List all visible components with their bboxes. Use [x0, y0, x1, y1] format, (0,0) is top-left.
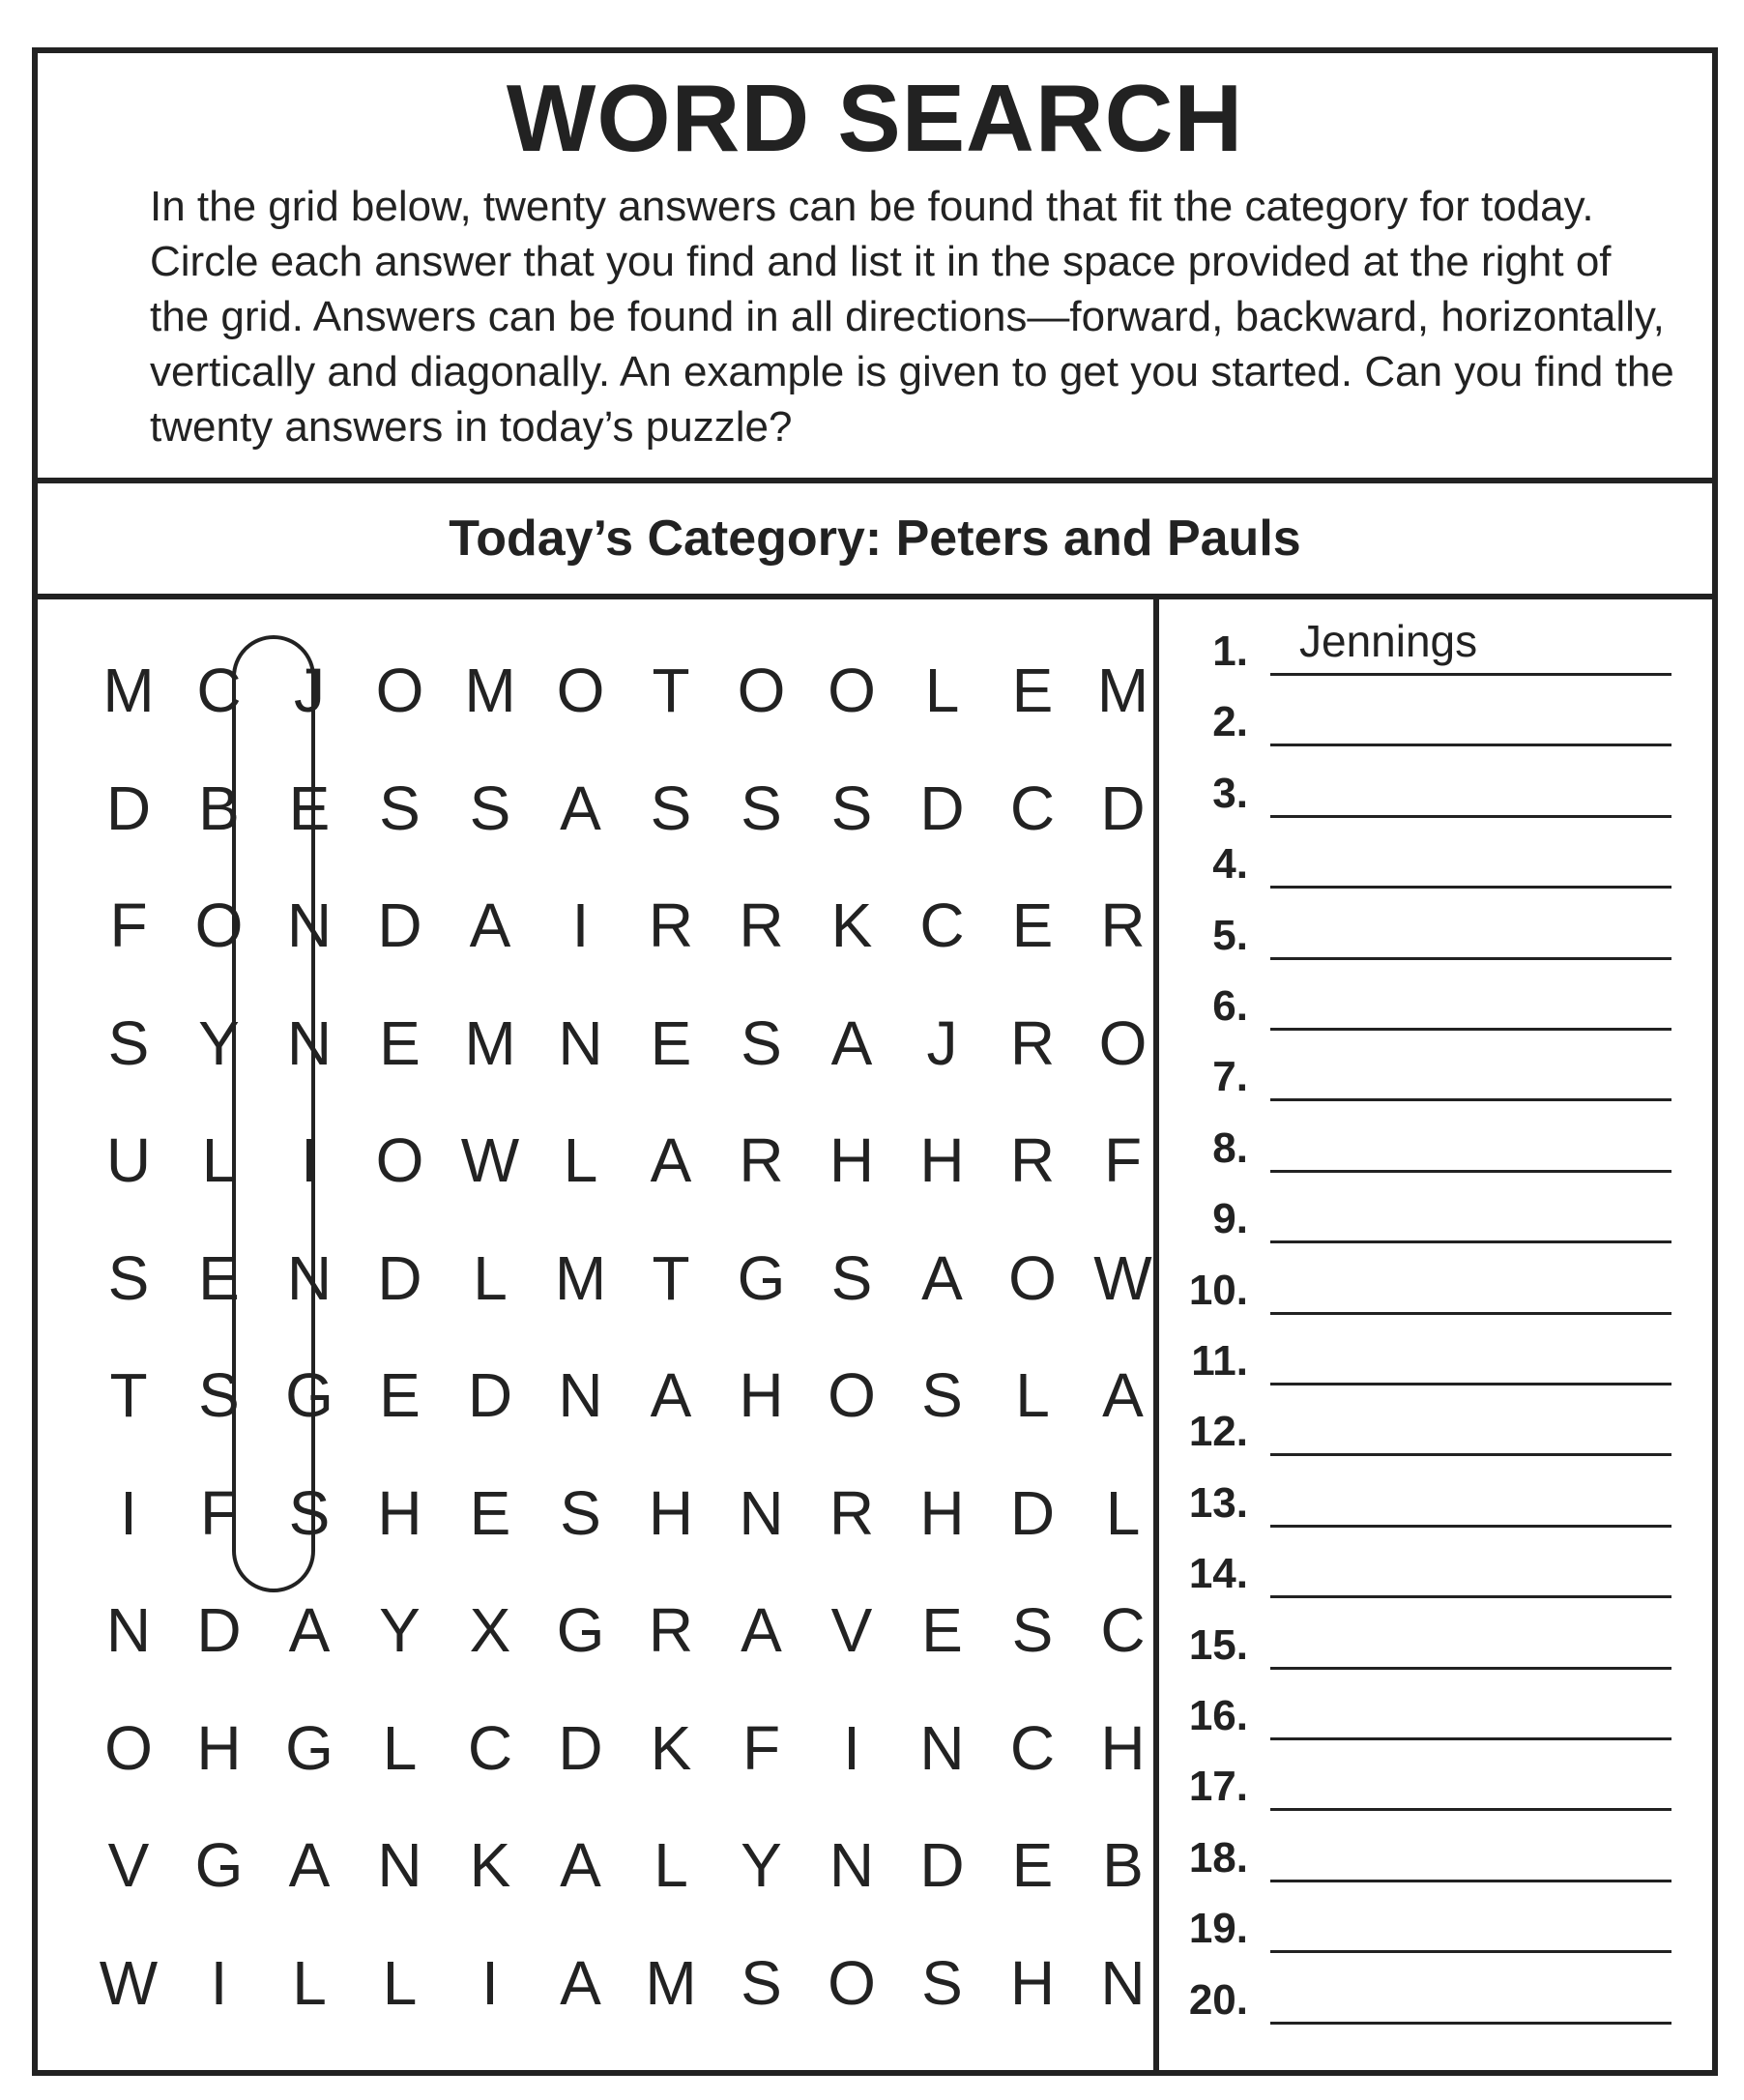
answer-row [1159, 1693, 1681, 1751]
grid-letter[interactable]: D [196, 1595, 242, 1665]
answer-number: 9. [1212, 1195, 1248, 1243]
grid-letter[interactable]: S [741, 1007, 782, 1078]
grid-letter[interactable]: F [741, 1712, 781, 1783]
grid-letter[interactable]: S [830, 1242, 873, 1313]
grid-letter[interactable]: D [467, 1360, 513, 1430]
grid-letter[interactable]: I [481, 1947, 499, 2018]
grid-letter[interactable]: E [1011, 890, 1054, 960]
grid-letter[interactable]: V [107, 1830, 150, 1900]
answer-number: 14. [1188, 1550, 1248, 1598]
grid-letter[interactable]: W [460, 1125, 520, 1195]
answer-row [1159, 983, 1681, 1041]
grid-letter[interactable]: R [1009, 1007, 1056, 1078]
grid-letter[interactable]: W [99, 1947, 159, 2018]
grid-letter[interactable]: V [830, 1595, 873, 1665]
answer-row [1159, 771, 1681, 829]
header-section [38, 53, 1712, 483]
grid-letter[interactable]: O [1008, 1242, 1057, 1313]
grid-letter[interactable]: O [1098, 1007, 1148, 1078]
grid-letter[interactable]: D [558, 1712, 603, 1783]
grid-letter[interactable]: M [645, 1947, 697, 2018]
grid-letter[interactable]: G [556, 1595, 605, 1665]
answer-blank-line[interactable] [1270, 1595, 1671, 1598]
grid-letter[interactable]: E [1011, 656, 1054, 725]
page-title: WORD SEARCH [506, 65, 1244, 171]
grid-letter[interactable]: N [286, 890, 333, 960]
puzzle-frame [32, 47, 1718, 2076]
grid-letter[interactable]: I [301, 1125, 318, 1195]
answer-blank-line[interactable] [1270, 1525, 1671, 1528]
grid-letter[interactable]: C [1009, 1712, 1056, 1783]
answer-number: 17. [1188, 1763, 1248, 1811]
answer-blank-line[interactable] [1270, 1170, 1671, 1173]
grid-letter[interactable]: A [650, 1360, 692, 1430]
grid-letter[interactable]: D [1100, 773, 1146, 843]
answer-number: 20. [1188, 1975, 1248, 2024]
grid-letter[interactable]: L [1105, 1477, 1141, 1548]
grid-letter[interactable]: T [109, 1360, 148, 1430]
grid-letter[interactable]: H [828, 1125, 875, 1195]
grid-letter[interactable]: N [105, 1595, 152, 1665]
grid-letter[interactable]: A [650, 1125, 692, 1195]
grid-letter[interactable]: H [377, 1477, 422, 1548]
grid-letter[interactable]: H [919, 1125, 965, 1195]
answer-row [1159, 699, 1681, 757]
answer-row [1159, 913, 1681, 971]
answer-number: 19. [1188, 1905, 1248, 1953]
grid-letter[interactable]: N [286, 1007, 333, 1078]
letter-grid [38, 599, 1159, 2070]
grid-letter[interactable]: N [739, 1477, 784, 1548]
grid-letter[interactable]: S [921, 1947, 963, 2018]
answer-number: 10. [1188, 1266, 1248, 1314]
grid-letter[interactable]: S [107, 1007, 150, 1078]
answer-number: 16. [1188, 1692, 1248, 1739]
grid-letter[interactable]: H [1100, 1712, 1146, 1783]
grid-letter[interactable]: R [648, 890, 694, 960]
grid-letter[interactable]: C [1009, 773, 1056, 843]
grid-letter[interactable]: T [652, 656, 690, 725]
grid-letter[interactable]: G [737, 1242, 786, 1313]
answer-row [1159, 1764, 1681, 1822]
grid-letter[interactable]: J [926, 1007, 958, 1078]
answer-number: 13. [1188, 1478, 1248, 1527]
grid-letter[interactable]: T [652, 1242, 690, 1313]
grid-letter[interactable]: A [560, 1830, 601, 1900]
grid-letter[interactable]: Y [198, 1007, 240, 1078]
grid-letter[interactable]: A [560, 1947, 601, 2018]
answer-number: 5. [1212, 911, 1248, 959]
answer-row [1159, 841, 1681, 899]
grid-letter[interactable]: S [741, 773, 782, 843]
grid-letter[interactable]: D [105, 773, 152, 843]
grid-letter[interactable]: D [919, 773, 965, 843]
instructions-text: In the grid below, twenty answers can be found that fit the category for today. Circle each answer that you find and list it in the space provided at the right of the grid. Answers can be found in all directions—forward, backward, horizontally, vertically and diagonally. An example is given to get you started. Can you find the twenty answers in today’s puzzle? [150, 183, 1674, 451]
answer-blank-line[interactable] [1270, 673, 1671, 676]
grid-letter[interactable]: I [210, 1947, 228, 2018]
answer-blank-line[interactable] [1270, 1808, 1671, 1811]
answer-blank-line[interactable] [1270, 1737, 1671, 1740]
grid-letter[interactable]: R [1100, 890, 1146, 960]
grid-letter[interactable]: G [285, 1360, 334, 1430]
grid-letter[interactable]: L [473, 1242, 508, 1313]
grid-letter[interactable]: C [467, 1712, 513, 1783]
grid-letter[interactable]: E [379, 1007, 421, 1078]
answer-blank-line[interactable] [1270, 1028, 1671, 1031]
answer-entry: Jennings [1299, 616, 1478, 666]
answer-number: 4. [1212, 840, 1248, 889]
answer-blank-line[interactable] [1270, 815, 1671, 818]
grid-letter[interactable]: R [648, 1595, 694, 1665]
answer-number: 8. [1212, 1123, 1248, 1172]
grid-letter[interactable]: N [558, 1007, 603, 1078]
grid-letter[interactable]: E [198, 1242, 240, 1313]
grid-letter[interactable]: L [924, 656, 960, 725]
grid-letter[interactable]: D [919, 1830, 965, 1900]
answer-number: 11. [1191, 1337, 1248, 1385]
answer-blank-line[interactable] [1270, 1098, 1671, 1101]
grid-letter[interactable]: E [288, 773, 331, 843]
grid-letter[interactable]: S [198, 1360, 240, 1430]
grid-letter[interactable]: O [375, 656, 424, 725]
grid-letter[interactable]: A [921, 1242, 963, 1313]
answer-blank-line[interactable] [1270, 1880, 1671, 1882]
grid-letter[interactable]: L [654, 1830, 688, 1900]
answer-blank-line[interactable] [1270, 744, 1671, 746]
grid-letter[interactable]: J [294, 656, 325, 725]
category-banner [38, 483, 1712, 599]
answer-number: 6. [1212, 982, 1248, 1030]
puzzle-body [38, 599, 1712, 2070]
grid-letter[interactable]: L [292, 1947, 327, 2018]
answer-row [1159, 1338, 1681, 1396]
grid-letter[interactable]: M [102, 656, 155, 725]
grid-letter[interactable]: S [560, 1477, 601, 1548]
grid-letter[interactable]: E [1011, 1830, 1054, 1900]
grid-letter[interactable]: O [556, 656, 605, 725]
grid-letter[interactable]: L [1015, 1360, 1050, 1430]
grid-letter[interactable]: I [120, 1477, 137, 1548]
answer-row [1159, 1551, 1681, 1609]
answer-blank-line[interactable] [1270, 1950, 1671, 1953]
grid-letter[interactable]: R [739, 890, 784, 960]
answer-row [1159, 1268, 1681, 1326]
grid-letter[interactable]: N [558, 1360, 603, 1430]
grid-letter[interactable]: E [469, 1477, 511, 1548]
answer-blank-line[interactable] [1270, 1453, 1671, 1456]
answer-number: 18. [1188, 1833, 1248, 1881]
answer-row [1159, 1480, 1681, 1538]
grid-letter[interactable]: M [554, 1242, 607, 1313]
grid-letter[interactable]: O [194, 890, 244, 960]
grid-letter[interactable]: X [469, 1595, 511, 1665]
grid-letter[interactable]: D [377, 1242, 422, 1313]
grid-letter[interactable]: C [919, 890, 965, 960]
grid-letter[interactable]: F [1103, 1125, 1143, 1195]
grid-letter[interactable]: B [198, 773, 240, 843]
grid-letter[interactable]: L [563, 1125, 598, 1195]
grid-letter[interactable]: H [739, 1360, 784, 1430]
grid-letter[interactable]: A [830, 1007, 873, 1078]
grid-letter[interactable]: R [739, 1125, 784, 1195]
answer-row [1159, 1125, 1681, 1183]
grid-letter[interactable]: S [1011, 1595, 1054, 1665]
answer-row [1159, 616, 1681, 686]
answer-number: 2. [1212, 698, 1248, 746]
grid-letter[interactable]: R [1009, 1125, 1056, 1195]
grid-letter[interactable]: S [469, 773, 511, 843]
grid-letter[interactable]: N [377, 1830, 422, 1900]
answer-number: 7. [1212, 1053, 1248, 1101]
grid-letter[interactable]: A [288, 1830, 331, 1900]
grid-letter[interactable]: K [830, 890, 873, 960]
grid-letter[interactable]: M [1096, 656, 1149, 725]
answer-number: 3. [1212, 769, 1248, 817]
answer-blank-line[interactable] [1270, 1312, 1671, 1315]
grid-letter[interactable]: G [285, 1712, 334, 1783]
grid-letter[interactable]: R [828, 1477, 875, 1548]
category-label: Today’s Category: Peters and Pauls [449, 510, 1301, 567]
grid-letter[interactable]: A [1102, 1360, 1144, 1430]
grid-letter[interactable]: O [828, 1947, 876, 2018]
answer-row [1159, 1977, 1681, 2035]
grid-letter[interactable]: D [377, 890, 422, 960]
grid-letter[interactable]: Y [379, 1595, 421, 1665]
answer-list [1159, 599, 1712, 2070]
grid-letter[interactable]: C [1100, 1595, 1146, 1665]
grid-letter[interactable]: H [919, 1477, 965, 1548]
grid-letter[interactable]: I [571, 890, 590, 960]
grid-letter[interactable]: N [286, 1242, 333, 1313]
grid-letter[interactable]: K [650, 1712, 692, 1783]
answer-row [1159, 1054, 1681, 1112]
answer-row [1159, 1835, 1681, 1893]
grid-letter[interactable]: U [105, 1125, 152, 1195]
grid-letter[interactable]: O [104, 1712, 153, 1783]
grid-letter[interactable]: A [560, 773, 601, 843]
grid-letter[interactable]: L [382, 1712, 418, 1783]
grid-letter[interactable]: S [107, 1242, 150, 1313]
answer-number: 1. [1212, 627, 1248, 675]
grid-letter[interactable]: L [382, 1947, 418, 2018]
grid-letter[interactable]: M [464, 1007, 516, 1078]
grid-letter[interactable]: S [288, 1477, 331, 1548]
answer-blank-line[interactable] [1270, 2022, 1671, 2025]
grid-letter[interactable]: N [919, 1712, 965, 1783]
grid-letter[interactable]: B [1102, 1830, 1144, 1900]
answer-blank-line[interactable] [1270, 1240, 1671, 1243]
grid-letter[interactable]: S [921, 1360, 963, 1430]
grid-letter[interactable]: W [1093, 1242, 1152, 1313]
grid-letter[interactable]: N [828, 1830, 875, 1900]
grid-letter[interactable]: H [196, 1712, 242, 1783]
grid-letter[interactable]: O [375, 1125, 424, 1195]
grid-letter[interactable]: E [650, 1007, 692, 1078]
grid-letter[interactable]: F [109, 890, 148, 960]
grid-letter[interactable]: F [199, 1477, 239, 1548]
answer-number: 15. [1188, 1620, 1248, 1669]
grid-letter[interactable]: L [201, 1125, 237, 1195]
answer-row [1159, 1906, 1681, 1964]
grid-letter[interactable]: I [843, 1712, 860, 1783]
answer-row [1159, 1409, 1681, 1467]
grid-letter[interactable]: S [741, 1947, 782, 2018]
grid-letter[interactable]: A [741, 1595, 782, 1665]
answer-blank-line[interactable] [1270, 1667, 1671, 1670]
grid-letter[interactable]: A [288, 1595, 331, 1665]
answer-blank-line[interactable] [1270, 957, 1671, 960]
answer-blank-line[interactable] [1270, 886, 1671, 889]
answer-number: 12. [1188, 1408, 1248, 1456]
grid-letter[interactable]: N [1100, 1947, 1146, 2018]
answer-row [1159, 1622, 1681, 1680]
grid-letter[interactable]: E [379, 1360, 421, 1430]
grid-letter[interactable]: C [196, 656, 242, 725]
answer-blank-line[interactable] [1270, 1383, 1671, 1385]
grid-letter[interactable]: O [828, 656, 876, 725]
grid-letter[interactable]: D [1009, 1477, 1056, 1548]
grid-letter[interactable]: E [921, 1595, 963, 1665]
grid-letter[interactable]: H [1009, 1947, 1056, 2018]
grid-letter[interactable]: K [469, 1830, 511, 1900]
grid-letter[interactable]: G [194, 1830, 244, 1900]
grid-letter[interactable]: Y [741, 1830, 782, 1900]
grid-letter[interactable]: A [469, 890, 511, 960]
grid-letter[interactable]: H [648, 1477, 694, 1548]
grid-letter[interactable]: S [650, 773, 692, 843]
grid-letter[interactable]: S [379, 773, 421, 843]
grid-letter[interactable]: S [830, 773, 873, 843]
grid-letter[interactable]: O [737, 656, 786, 725]
answer-row [1159, 1196, 1681, 1254]
grid-letter[interactable]: O [828, 1360, 876, 1430]
grid-letter[interactable]: M [464, 656, 516, 725]
